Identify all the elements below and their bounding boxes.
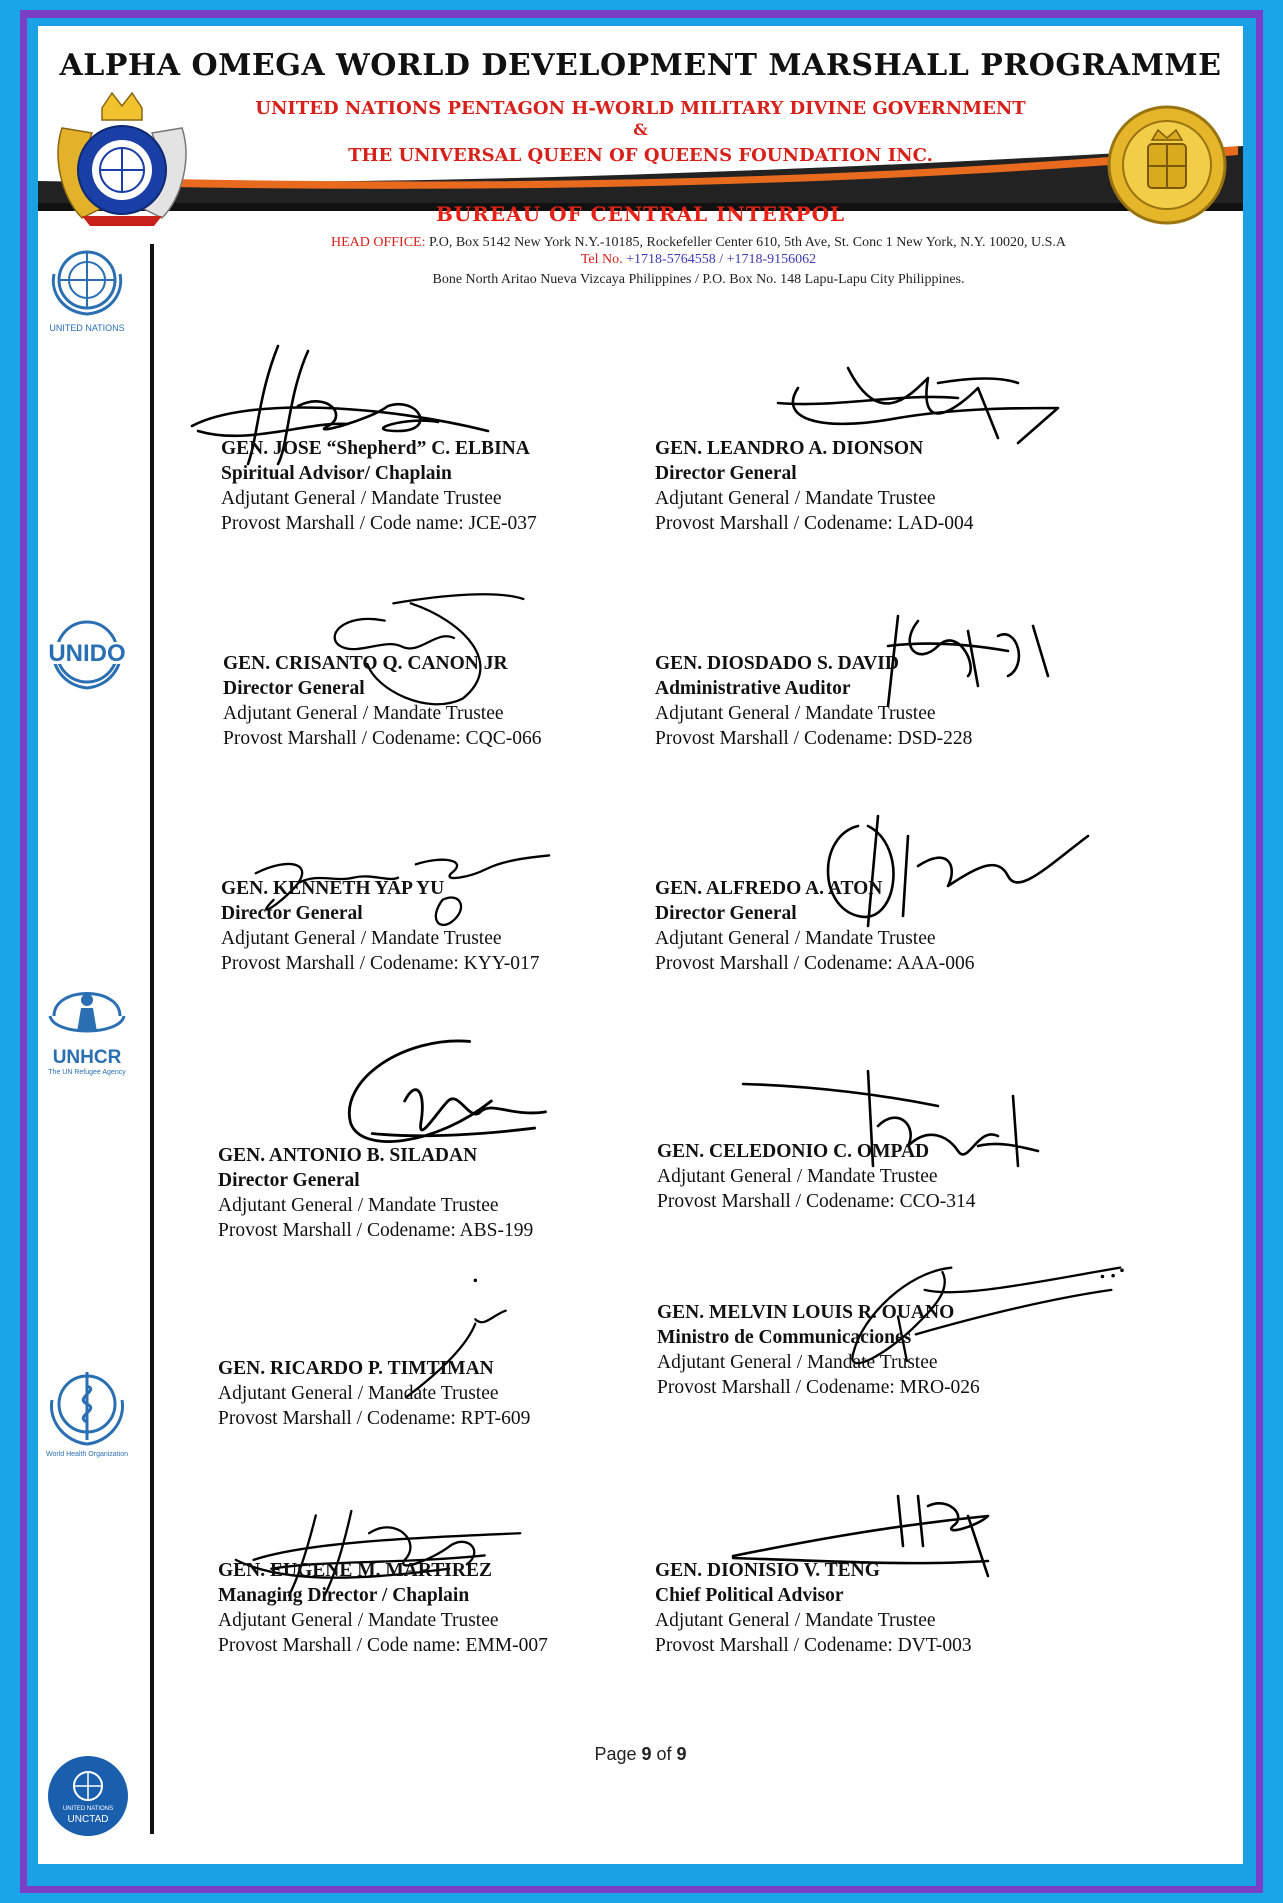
foundation-seal-icon xyxy=(1106,104,1228,226)
signatory-name: GEN. MELVIN LOUIS R. OUANO xyxy=(657,1302,955,1323)
page-number xyxy=(38,1744,1243,1765)
unhcr-caption: UNHCR xyxy=(52,1047,122,1068)
signatory-name: GEN. DIOSDADO S. DAVID xyxy=(655,653,899,674)
page-prefix: Page xyxy=(594,1744,642,1764)
tel-label: Tel No. xyxy=(580,252,627,267)
signatory-title: Adjutant General / Mandate Trustee xyxy=(218,1195,499,1216)
signatory-title: Adjutant General / Mandate Trustee xyxy=(655,928,936,949)
signatory-title: Adjutant General / Mandate Trustee xyxy=(221,488,502,509)
subtitle-ampersand: & xyxy=(633,120,648,139)
signatory-role: Director General xyxy=(655,903,797,924)
signatory-codename: Provost Marshall / Codename: ABS-199 xyxy=(218,1220,534,1241)
bureau-title: BUREAU OF CENTRAL INTERPOL xyxy=(435,202,846,226)
signatory-name: GEN. CRISANTO Q. CANON JR xyxy=(223,653,508,674)
signatory-role: Director General xyxy=(223,678,365,699)
signatory-title: Adjutant General / Mandate Trustee xyxy=(655,703,936,724)
signatory-role: Director General xyxy=(655,463,797,484)
who-emblem-icon xyxy=(44,1366,130,1446)
signatory-name: GEN. DIONISIO V. TENG xyxy=(655,1560,880,1581)
page-title: ALPHA OMEGA WORLD DEVELOPMENT MARSHALL PROGRAMME xyxy=(59,48,1222,83)
signatory-block xyxy=(221,436,641,536)
telephone-line xyxy=(156,252,1241,268)
signatory-title: Adjutant General / Mandate Trustee xyxy=(218,1610,499,1631)
signatory-name: GEN. CELEDONIO C. OMPAD xyxy=(657,1141,930,1162)
tel-numbers: +1718-5764558 / +1718-9156062 xyxy=(626,252,817,267)
signatory-role: Administrative Auditor xyxy=(655,678,851,699)
signatory-name: GEN. ANTONIO B. SILADAN xyxy=(218,1145,478,1166)
unctad-logo xyxy=(46,1754,130,1838)
signatory-role: Chief Political Advisor xyxy=(655,1585,844,1606)
who-caption: World Health Organization xyxy=(46,1451,128,1458)
unhcr-emblem-icon xyxy=(44,976,130,1042)
unido-logo xyxy=(44,614,130,697)
signatory-role: Director General xyxy=(221,903,363,924)
head-office-text: P.O, Box 5142 New York N.Y.-10185, Rockefeller Center 610, 5th Ave, St. Conc 1 New York, N.Y. 10020, U.S.A xyxy=(425,235,1066,250)
signatory-codename: Provost Marshall / Codename: CCO-314 xyxy=(657,1191,976,1212)
head-office-label: HEAD OFFICE: xyxy=(330,235,426,250)
signatory-name: GEN. LEANDRO A. DIONSON xyxy=(655,438,924,459)
un-caption: UNITED NATIONS xyxy=(49,323,125,333)
signatory-block xyxy=(657,1300,1077,1400)
signatory-block xyxy=(223,651,643,751)
signatory-codename: Provost Marshall / Codename: AAA-006 xyxy=(655,953,975,974)
signatory-name: GEN. KENNETH YAP YU xyxy=(221,878,445,899)
signatory-title: Adjutant General / Mandate Trustee xyxy=(221,928,502,949)
signatory-name: GEN. ALFREDO A. ATON xyxy=(655,878,883,899)
signatory-codename: Provost Marshall / Codename: RPT-609 xyxy=(218,1408,531,1429)
document-page xyxy=(38,26,1243,1864)
signatory-role: Managing Director / Chaplain xyxy=(218,1585,470,1606)
unhcr-logo xyxy=(44,976,130,1076)
royal-crest-icon xyxy=(42,88,202,228)
signatory-codename: Provost Marshall / Codename: KYY-017 xyxy=(221,953,540,974)
unhcr-subcaption: The UN Refugee Agency xyxy=(48,1069,126,1076)
signatory-block xyxy=(657,1139,1077,1214)
unctad-caption-top: UNITED NATIONS xyxy=(62,1806,114,1812)
signatory-role: Ministro de Communicaciones xyxy=(657,1327,912,1348)
signatory-block xyxy=(655,436,1075,536)
subtitle-un: UNITED NATIONS PENTAGON H-WORLD MILITARY DIVINE GOVERNMENT xyxy=(255,98,1026,119)
signatory-name: GEN. RICARDO P. TIMTIMAN xyxy=(218,1358,494,1379)
signatory-block xyxy=(218,1558,638,1658)
unctad-caption: UNCTAD xyxy=(67,1814,109,1825)
signatory-title: Adjutant General / Mandate Trustee xyxy=(657,1352,938,1373)
signatory-name: GEN. EUGENE M. MARTIREZ xyxy=(218,1560,492,1581)
signatory-role: Director General xyxy=(218,1170,360,1191)
signatory-role: Spiritual Advisor/ Chaplain xyxy=(221,463,452,484)
signatory-title: Adjutant General / Mandate Trustee xyxy=(655,1610,936,1631)
signatory-codename: Provost Marshall / Code name: EMM-007 xyxy=(218,1635,548,1656)
signatory-codename: Provost Marshall / Codename: LAD-004 xyxy=(655,513,974,534)
signatory-block xyxy=(221,876,641,976)
signatory-title: Adjutant General / Mandate Trustee xyxy=(657,1166,938,1187)
signatory-block xyxy=(655,651,1075,751)
page-middle: of xyxy=(651,1744,677,1764)
signatory-block xyxy=(218,1143,638,1243)
signatory-block xyxy=(655,1558,1075,1658)
signatory-title: Adjutant General / Mandate Trustee xyxy=(218,1383,499,1404)
head-office-address xyxy=(156,235,1241,251)
who-logo xyxy=(44,1366,130,1458)
un-emblem-icon xyxy=(44,244,130,318)
philippines-address: Bone North Aritao Nueva Vizcaya Philippines / P.O. Box No. 148 Lapu-Lapu City Philippines. xyxy=(432,272,965,287)
signatory-codename: Provost Marshall / Codename: CQC-066 xyxy=(223,728,542,749)
signatory-codename: Provost Marshall / Codename: DVT-003 xyxy=(655,1635,972,1656)
un-logo xyxy=(44,244,130,333)
signatory-codename: Provost Marshall / Code name: JCE-037 xyxy=(221,513,537,534)
signatory-name: GEN. JOSE “Shepherd” C. ELBINA xyxy=(221,438,530,459)
signatory-title: Adjutant General / Mandate Trustee xyxy=(655,488,936,509)
page-current: 9 xyxy=(641,1744,652,1764)
unctad-emblem-icon xyxy=(46,1754,130,1838)
signatory-codename: Provost Marshall / Codename: DSD-228 xyxy=(655,728,973,749)
page-total: 9 xyxy=(676,1744,687,1764)
signatory-block xyxy=(655,876,1075,976)
signatory-codename: Provost Marshall / Codename: MRO-026 xyxy=(657,1377,980,1398)
signatory-block xyxy=(218,1356,638,1431)
unido-caption: UNIDO xyxy=(48,640,126,667)
signatory-title: Adjutant General / Mandate Trustee xyxy=(223,703,504,724)
left-divider xyxy=(150,244,154,1834)
subtitle-foundation: THE UNIVERSAL QUEEN OF QUEENS FOUNDATION INC. xyxy=(348,145,933,166)
